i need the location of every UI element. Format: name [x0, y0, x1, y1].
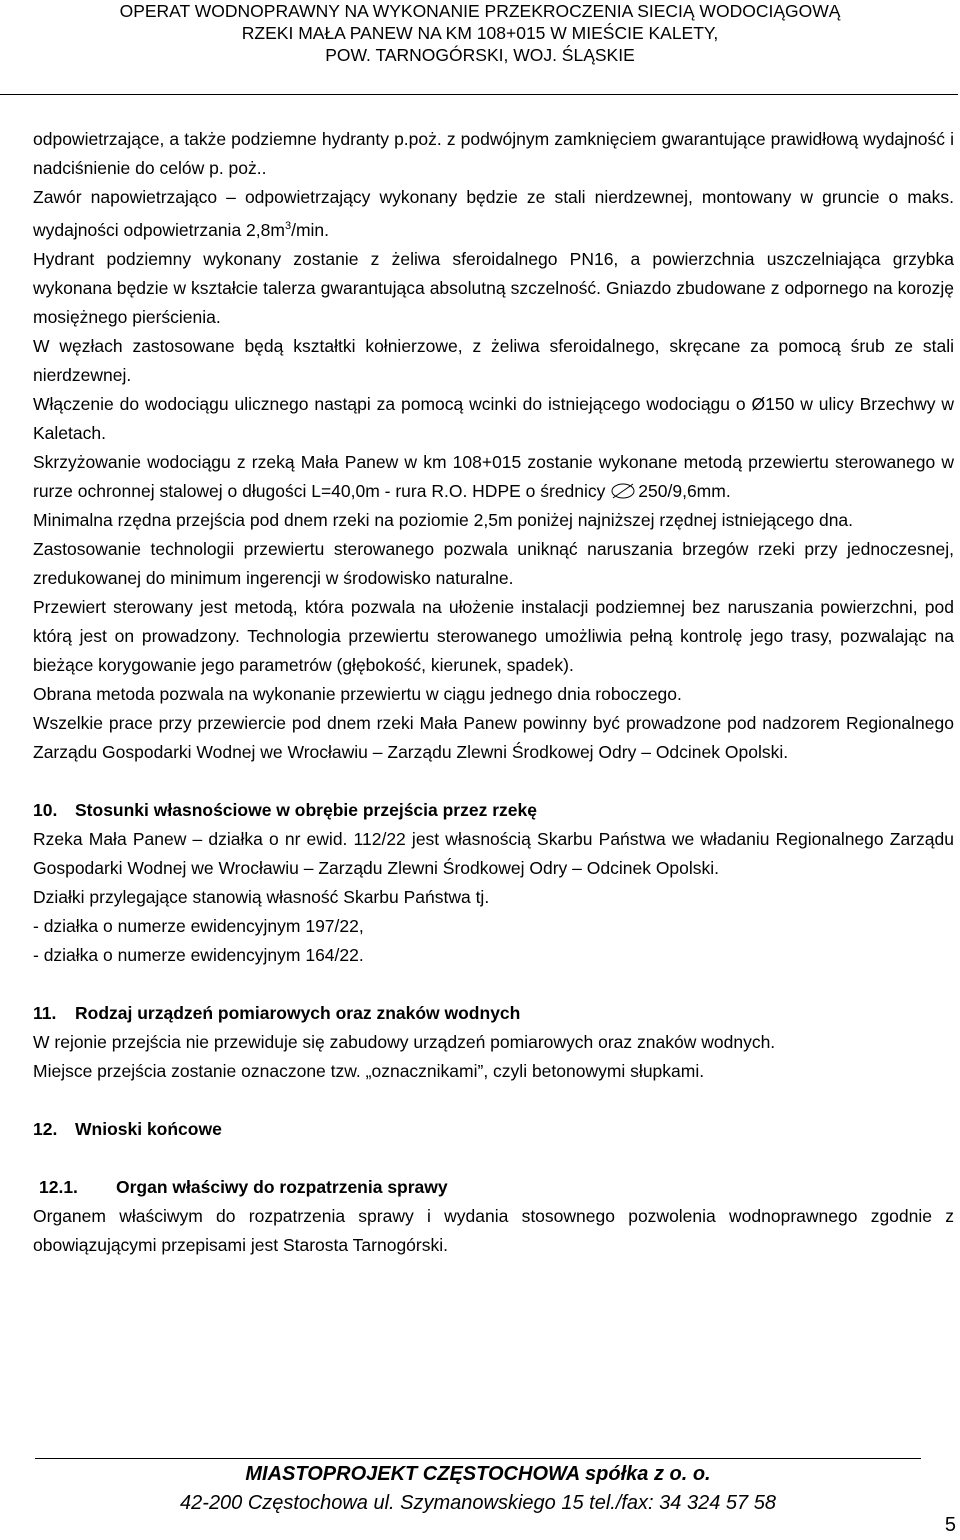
section-10-paragraph-1: Rzeka Mała Panew – działka o nr ewid. 112/22 jest własnością Skarbu Państwa we władaniu Regionalnego Zarządu Gospodarki Wodnej we Wrocławiu – Zarządu Zlewni Środkowej Odry – Odcinek Opolski. — [33, 828, 954, 878]
paragraph-hydrant-podziemny: Hydrant podziemny wykonany zostanie z żeliwa sferoidalnego PN16, a powierzchnia uszczelniająca grzybka wykonana będzie w kształcie talerza gwarantująca absolutną szczelność. Gniazdo zbudowane z odpornego na korozję mosiężnego pierścienia. — [33, 248, 954, 327]
section-12-1-title: Organ właściwy do rozpatrzenia sprawy — [116, 1176, 448, 1197]
header-line-3: POW. TARNOGÓRSKI, WOJ. ŚLĄSKIE — [325, 45, 635, 65]
zawor-unit: /min. — [291, 219, 330, 240]
section-12-title: Wnioski końcowe — [75, 1118, 222, 1139]
section-12-number: 12. — [33, 1118, 58, 1139]
header-line-1: OPERAT WODNOPRAWNY NA WYKONANIE PRZEKROCZENIA SIECIĄ WODOCIĄGOWĄ — [119, 1, 841, 21]
exponent: 3 — [284, 220, 292, 232]
section-12-1-paragraph: Organem właściwym do rozpatrzenia sprawy i wydania stosownego pozwolenia wodnoprawnego zgodnie z obowiązującymi przepisami jest Starosta Tarnogórski. — [33, 1205, 954, 1255]
section-10-paragraph-2: Działki przylegające stanowią własność Skarbu Państwa tj. — [33, 886, 490, 907]
section-11-paragraph-1: W rejonie przejścia nie przewiduje się zabudowy urządzeń pomiarowych oraz znaków wodnych. — [33, 1031, 776, 1052]
document-footer — [35, 1460, 921, 1518]
section-11-title: Rodzaj urządzeń pomiarowych oraz znaków wodnych — [75, 1002, 521, 1023]
document-header — [0, 0, 960, 66]
section-11-paragraph-2: Miejsce przejścia zostanie oznaczone tzw. „oznacznikami”, czyli betonowymi słupkami. — [33, 1060, 705, 1081]
paragraph-technologia: Zastosowanie technologii przewiertu sterowanego pozwala uniknąć naruszania brzegów rzeki przy jednoczesnej, zredukowanej do minimum ingerencji w środowisko naturalne. — [33, 538, 954, 588]
diameter-icon — [610, 483, 636, 499]
header-divider — [0, 94, 958, 95]
skrzyzowanie-text: Skrzyżowanie wodociągu z rzeką Mała Panew w km 108+015 zostanie wykonane metodą przewiertu sterowanego w rurze ochronnej stalowej o długości L=40,0m - rura R.O. HDPE o średnicy — [33, 451, 954, 501]
section-12-heading — [33, 1115, 954, 1144]
section-10-number: 10. — [33, 799, 58, 820]
section-10-heading — [33, 796, 954, 825]
zawor-text: Zawór napowietrzająco – odpowietrzający wykonany będzie ze stali nierdzewnej, montowany w gruncie o maks. wydajności odpowietrzania 2,8m — [33, 187, 954, 240]
paragraph-hydranty: odpowietrzające, a także podziemne hydranty p.poż. z podwójnym zamknięciem gwarantujące prawidłową wydajność i nadciśnienie do celów p. poż.. — [33, 129, 954, 178]
footer-divider — [35, 1458, 921, 1459]
section-10-title: Stosunki własnościowe w obrębie przejścia przez rzekę — [75, 799, 537, 820]
page-number: 5 — [944, 1514, 956, 1536]
list-item: - działka o numerze ewidencyjnym 197/22, — [33, 915, 364, 936]
paragraph-wlaczenie: Włączenie do wodociągu ulicznego nastąpi za pomocą wcinki do istniejącego wodociągu o Ø150 w ulicy Brzechwy w Kaletach. — [33, 393, 954, 443]
paragraph-metoda: Obrana metoda pozwala na wykonanie przewiertu w ciągu jednego dnia roboczego. — [33, 683, 682, 704]
paragraph-wezly: W węzłach zastosowane będą kształtki kołnierzowe, z żeliwa sferoidalnego, skręcane za pomocą śrub ze stali nierdzewnej. — [33, 335, 954, 385]
section-11-heading — [33, 999, 954, 1028]
document-body — [33, 125, 954, 1260]
paragraph-przewiert: Przewiert sterowany jest metodą, która pozwala na ułożenie instalacji podziemnej bez naruszania powierzchni, pod którą jest on prowadzony. Technologia przewiertu sterowanego umożliwia pełną kontrolę jego trasy, pozwalając na bieżące korygowanie jego parametrów (głębokość, kierunek, spadek). — [33, 596, 954, 675]
paragraph-zawor — [33, 183, 954, 245]
paragraph-rzedna: Minimalna rzędna przejścia pod dnem rzeki na poziomie 2,5m poniżej najniższej rzędnej istniejącego dna. — [33, 509, 854, 530]
paragraph-nadzor: Wszelkie prace przy przewiercie pod dnem rzeki Mała Panew powinny być prowadzone pod nadzorem Regionalnego Zarządu Gospodarki Wodnej we Wrocławiu – Zarządu Zlewni Środkowej Odry – Odcinek Opolski. — [33, 712, 954, 762]
footer-address: 42-200 Częstochowa ul. Szymanowskiego 15 tel./fax: 34 324 57 58 — [180, 1492, 776, 1514]
list-item: - działka o numerze ewidencyjnym 164/22. — [33, 944, 364, 965]
paragraph-skrzyzowanie — [33, 448, 954, 506]
section-12-1-number: 12.1. — [39, 1176, 78, 1197]
footer-company: MIASTOPROJEKT CZĘSTOCHOWA spółka z o. o. — [245, 1463, 711, 1485]
section-11-number: 11. — [33, 1002, 57, 1023]
section-12-1-heading — [33, 1173, 954, 1202]
header-line-2: RZEKI MAŁA PANEW NA KM 108+015 W MIEŚCIE KALETY, — [241, 23, 719, 43]
skrzyzowanie-diameter: 250/9,6mm. — [638, 480, 731, 501]
